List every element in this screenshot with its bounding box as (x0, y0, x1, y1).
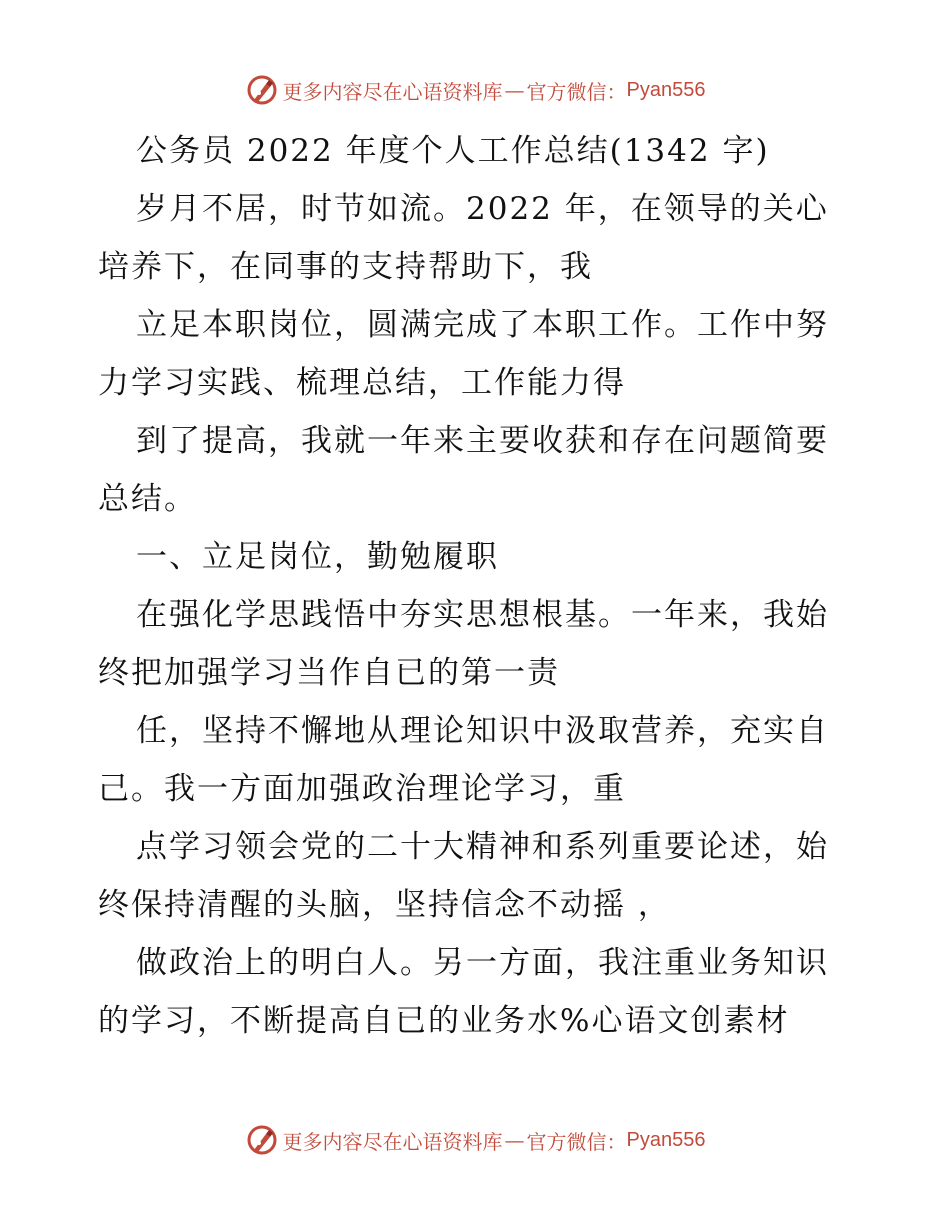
text-line: 的学习，不断提高自已的业务水%心语文创素材 (98, 1003, 790, 1039)
header-watermark-banner (0, 70, 950, 110)
pen-nib-circle-icon (245, 1123, 279, 1157)
banner-dash: — (504, 78, 525, 102)
text-line: 力学习实践、梳理总结，工作能力得 (98, 365, 626, 401)
document-body (98, 122, 858, 1050)
banner-wechat-id: Pyan556 (626, 78, 706, 101)
text-line: 点学习领会党的二十大精神和系列重要论述，始 (136, 829, 829, 865)
text-line: 培养下，在同事的支持帮助下，我 (98, 249, 593, 285)
text-line: 任，坚持不懈地从理论知识中汲取营养，充实自 (136, 713, 829, 749)
text-line: 岁月不居，时节如流。2022 年，在领导的关心 (136, 191, 829, 227)
text-line: 立足本职岗位，圆满完成了本职工作。工作中努 (136, 307, 829, 343)
banner-main-text: 更多内容尽在心语资料库 (282, 79, 503, 104)
text-line: 己。我一方面加强政治理论学习，重 (98, 771, 626, 807)
pen-nib-circle-icon (245, 73, 279, 107)
text-line: 一、立足岗位，勤勉履职 (136, 539, 499, 575)
footer-watermark-banner (0, 1120, 950, 1160)
banner-sub-text: 官方微信： (526, 79, 627, 104)
banner-sub-text: 官方微信： (526, 1129, 627, 1154)
banner-wechat-id: Pyan556 (626, 1128, 706, 1151)
banner-dash: — (504, 1128, 525, 1152)
text-line: 在强化学思践悟中夯实思想根基。一年来，我始 (136, 597, 829, 633)
text-line: 公务员 2022 年度个人工作总结(1342 字) (136, 133, 770, 169)
text-line: 总结。 (98, 481, 197, 517)
text-line: 做政治上的明白人。另一方面，我注重业务知识 (136, 945, 829, 981)
text-line: 终保持清醒的头脑，坚持信念不动摇 ， (98, 887, 671, 923)
banner-main-text: 更多内容尽在心语资料库 (282, 1129, 503, 1154)
text-line: 到了提高，我就一年来主要收获和存在问题简要 (136, 423, 829, 459)
text-line: 终把加强学习当作自已的第一责 (98, 655, 560, 691)
